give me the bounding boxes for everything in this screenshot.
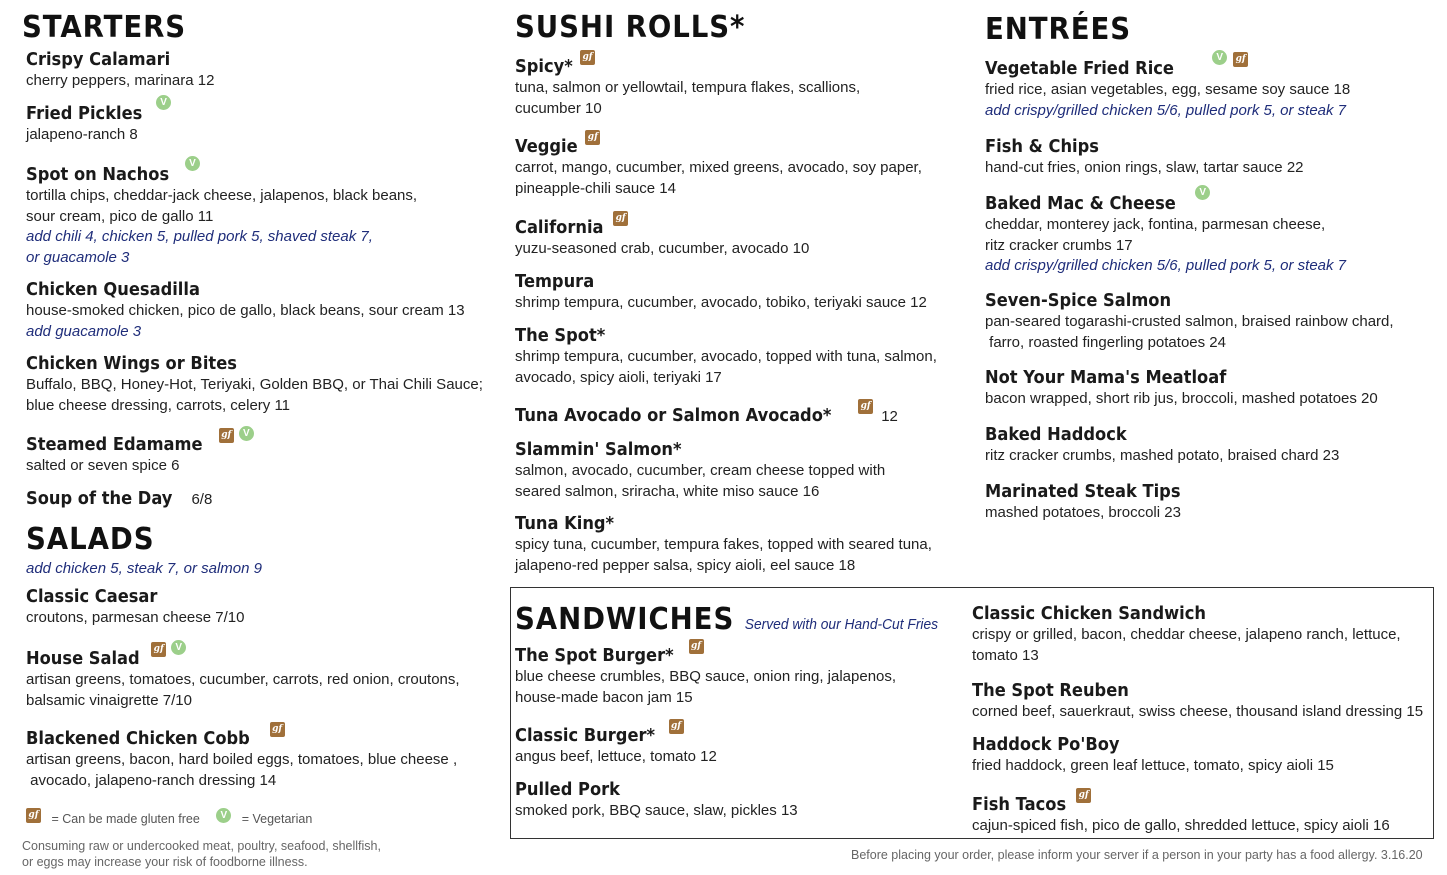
item-name: Fried Pickles — [26, 104, 143, 124]
item-description: carrot, mango, cucumber, mixed greens, avocado, soy paper, — [515, 159, 922, 176]
item-description: balsamic vinaigrette 7/10 — [26, 691, 192, 709]
item-description: shrimp tempura, cucumber, avocado, topped with tuna, salmon, — [515, 348, 937, 365]
menu-item — [972, 680, 1423, 723]
item-description: pineapple-chili sauce 14 — [515, 179, 676, 197]
vegetarian-icon: V — [1195, 185, 1210, 200]
item-name: The Spot* — [515, 326, 606, 346]
gluten-free-icon: gf — [1076, 788, 1091, 803]
item-description: farro, roasted fingerling potatoes 24 — [985, 333, 1226, 351]
item-name: Baked Haddock — [985, 425, 1127, 445]
sandwiches-title: SANDWICHES Served with our Hand-Cut Fries — [515, 602, 939, 637]
item-name: Pulled Pork — [515, 780, 620, 800]
item-description: yuzu-seasoned crab, cucumber, avocado 10 — [515, 240, 810, 257]
item-description: house-smoked chicken, pico de gallo, black beans, sour cream 13 — [26, 302, 465, 319]
item-description: artisan greens, tomatoes, cucumber, carrots, red onion, croutons, — [26, 671, 460, 688]
item-name: Spicy* — [515, 57, 573, 77]
item-description: fried rice, asian vegetables, egg, sesame soy sauce 18 — [985, 81, 1351, 98]
item-name: Classic Caesar — [26, 587, 158, 607]
item-description: fried haddock, green leaf lettuce, tomato, spicy aioli 15 — [972, 757, 1334, 774]
item-name: Tuna Avocado or Salmon Avocado* — [515, 406, 832, 426]
item-description: ritz cracker crumbs, mashed potato, braised chard 23 — [985, 447, 1340, 464]
item-name: Steamed Edamame — [26, 435, 203, 455]
menu-item — [26, 488, 212, 510]
gluten-free-icon: gf — [26, 808, 41, 823]
item-description: spicy tuna, cucumber, tempura fakes, topped with seared tuna, — [515, 536, 932, 553]
item-name: The Spot Burger* — [515, 646, 674, 666]
item-price: 12 — [881, 408, 898, 425]
item-description: angus beef, lettuce, tomato 12 — [515, 748, 717, 765]
menu-item — [972, 790, 1390, 837]
item-name: Vegetable Fried Rice — [985, 59, 1174, 79]
menu-item — [985, 481, 1195, 524]
item-description: pan-seared togarashi-crusted salmon, braised rainbow chard, — [985, 313, 1394, 330]
item-name: Marinated Steak Tips — [985, 482, 1181, 502]
item-name: Chicken Wings or Bites — [26, 354, 237, 374]
item-name: House Salad — [26, 649, 140, 669]
item-description: avocado, spicy aioli, teriyaki 17 — [515, 368, 722, 386]
item-name: Classic Chicken Sandwich — [972, 604, 1206, 624]
item-name: Seven-Spice Salmon — [985, 291, 1172, 311]
item-name: Tempura — [515, 272, 595, 292]
gluten-free-icon: gf — [219, 428, 234, 443]
item-name: Tuna King* — [515, 514, 615, 534]
menu-item — [985, 424, 1339, 467]
item-description: seared salmon, sriracha, white miso sauce 16 — [515, 482, 820, 500]
gluten-free-icon: gf — [689, 639, 704, 654]
item-description: smoked pork, BBQ sauce, slaw, pickles 13 — [515, 802, 798, 819]
item-price: 6/8 — [191, 491, 213, 508]
menu-item — [985, 52, 1351, 121]
menu-item — [515, 439, 885, 502]
menu-item — [985, 290, 1394, 353]
item-description: cucumber 10 — [515, 99, 602, 117]
menu-item — [515, 52, 861, 119]
item-description: jalapeno-ranch 8 — [26, 126, 138, 143]
gluten-free-icon: gf — [585, 130, 600, 145]
starters-title: STARTERS — [22, 10, 187, 45]
menu-item — [26, 642, 460, 711]
gluten-free-icon: gf — [1233, 52, 1248, 67]
menu-item — [26, 428, 254, 477]
item-addon: add guacamole 3 — [26, 322, 142, 340]
item-name: California — [515, 218, 604, 238]
item-description: sour cream, pico de gallo 11 — [26, 207, 214, 225]
item-name: Not Your Mama's Meatloaf — [985, 368, 1227, 388]
menu-item — [515, 271, 927, 314]
item-description: tortilla chips, cheddar-jack cheese, jalapenos, black beans, — [26, 187, 418, 204]
menu-item — [26, 724, 458, 791]
item-name: Fish & Chips — [985, 137, 1099, 157]
menu-item — [972, 603, 1401, 666]
item-description: avocado, jalapeno-ranch dressing 14 — [26, 771, 277, 789]
entrees-title: ENTRÉES — [985, 12, 1132, 47]
item-name: Soup of the Day — [26, 489, 173, 509]
item-description: blue cheese crumbles, BBQ sauce, onion ring, jalapenos, — [515, 668, 897, 685]
item-description: crispy or grilled, bacon, cheddar cheese, jalapeno ranch, lettuce, — [972, 626, 1401, 643]
vegetarian-icon: V — [156, 95, 171, 110]
item-name: Chicken Quesadilla — [26, 280, 200, 300]
sushi-title: SUSHI ROLLS* — [515, 10, 746, 45]
menu-item — [26, 279, 465, 342]
menu-item — [26, 49, 214, 92]
item-description: ritz cracker crumbs 17 — [985, 236, 1133, 254]
vegetarian-icon: V — [216, 808, 231, 823]
item-name: Spot on Nachos — [26, 165, 170, 185]
item-addon: or guacamole 3 — [26, 248, 130, 266]
item-name: Slammin' Salmon* — [515, 440, 682, 460]
menu-item — [26, 97, 171, 146]
gluten-free-icon: gf — [270, 722, 285, 737]
menu-item — [515, 401, 898, 427]
gluten-free-icon: gf — [151, 642, 166, 657]
item-description: salmon, avocado, cucumber, cream cheese topped with — [515, 462, 886, 479]
item-name: Veggie — [515, 137, 578, 157]
item-name: Haddock Po'Boy — [972, 735, 1120, 755]
menu-item — [515, 721, 717, 768]
item-name: Baked Mac & Cheese — [985, 194, 1176, 214]
vegetarian-icon: V — [185, 156, 200, 171]
item-description: tuna, salmon or yellowtail, tempura flakes, scallions, — [515, 79, 861, 96]
item-description: jalapeno-red pepper salsa, spicy aioli, eel sauce 18 — [515, 556, 856, 574]
menu-item — [515, 513, 932, 576]
legend — [26, 810, 312, 828]
item-description: croutons, parmesan cheese 7/10 — [26, 609, 245, 626]
item-description: salted or seven spice 6 — [26, 457, 180, 474]
vegetarian-label: = Vegetarian — [241, 812, 313, 826]
gluten-free-icon: gf — [580, 50, 595, 65]
gluten-free-icon: gf — [858, 399, 873, 414]
menu-item — [972, 734, 1334, 777]
item-name: Fish Tacos — [972, 795, 1067, 815]
sandwiches-subtitle: Served with our Hand-Cut Fries — [744, 616, 939, 633]
menu-item — [515, 325, 937, 388]
item-name: Blackened Chicken Cobb — [26, 729, 250, 749]
item-addon: add crispy/grilled chicken 5/6, pulled pork 5, or steak 7 — [985, 101, 1347, 119]
item-name: Classic Burger* — [515, 726, 656, 746]
item-description: cheddar, monterey jack, fontina, parmesan cheese, — [985, 216, 1326, 233]
item-addon: add crispy/grilled chicken 5/6, pulled pork 5, or steak 7 — [985, 257, 1347, 274]
item-name: The Spot Reuben — [972, 681, 1129, 701]
salads-title: SALADS — [26, 522, 155, 557]
item-description: blue cheese dressing, carrots, celery 11 — [26, 396, 291, 414]
vegetarian-icon: V — [1212, 50, 1227, 65]
menu-item — [985, 136, 1304, 179]
menu-item — [515, 641, 897, 708]
item-description: artisan greens, bacon, hard boiled eggs, tomatoes, blue cheese , — [26, 751, 458, 768]
item-description: mashed potatoes, broccoli 23 — [985, 504, 1181, 521]
item-addon: add chili 4, chicken 5, pulled pork 5, shaved steak 7, — [26, 228, 373, 245]
menu-item — [985, 367, 1378, 410]
item-description: cajun-spiced fish, pico de gallo, shredded lettuce, spicy aioli 16 — [972, 817, 1390, 834]
menu-item — [515, 132, 922, 199]
allergy-footer: Before placing your order, please inform your server if a person in your party has a food allergy. 3.16.20 — [851, 848, 1423, 862]
menu-item — [26, 586, 244, 629]
item-description: hand-cut fries, onion rings, slaw, tartar sauce 22 — [985, 159, 1304, 176]
item-description: cherry peppers, marinara 12 — [26, 72, 215, 89]
item-description: shrimp tempura, cucumber, avocado, tobiko, teriyaki sauce 12 — [515, 294, 927, 311]
menu-item — [515, 213, 810, 260]
item-description: house-made bacon jam 15 — [515, 688, 693, 706]
item-description: Buffalo, BBQ, Honey-Hot, Teriyaki, Golden BBQ, or Thai Chili Sauce; — [26, 376, 483, 393]
vegetarian-icon: V — [239, 426, 254, 441]
item-name: Crispy Calamari — [26, 50, 171, 70]
gluten-free-label: = Can be made gluten free — [51, 812, 200, 826]
disclaimer: Consuming raw or undercooked meat, poultry, seafood, shellfish, or eggs may increase your risk of foodborne illness. — [22, 839, 381, 869]
menu-item — [985, 187, 1347, 277]
gluten-free-icon: gf — [613, 211, 628, 226]
menu-item — [515, 779, 798, 822]
item-description: tomato 13 — [972, 646, 1039, 664]
vegetarian-icon: V — [171, 640, 186, 655]
menu-item — [26, 158, 418, 268]
menu-item — [26, 353, 483, 416]
item-description: bacon wrapped, short rib jus, broccoli, mashed potatoes 20 — [985, 390, 1378, 407]
salads-addon: add chicken 5, steak 7, or salmon 9 — [26, 560, 262, 577]
item-description: corned beef, sauerkraut, swiss cheese, thousand island dressing 15 — [972, 703, 1424, 720]
gluten-free-icon: gf — [669, 719, 684, 734]
